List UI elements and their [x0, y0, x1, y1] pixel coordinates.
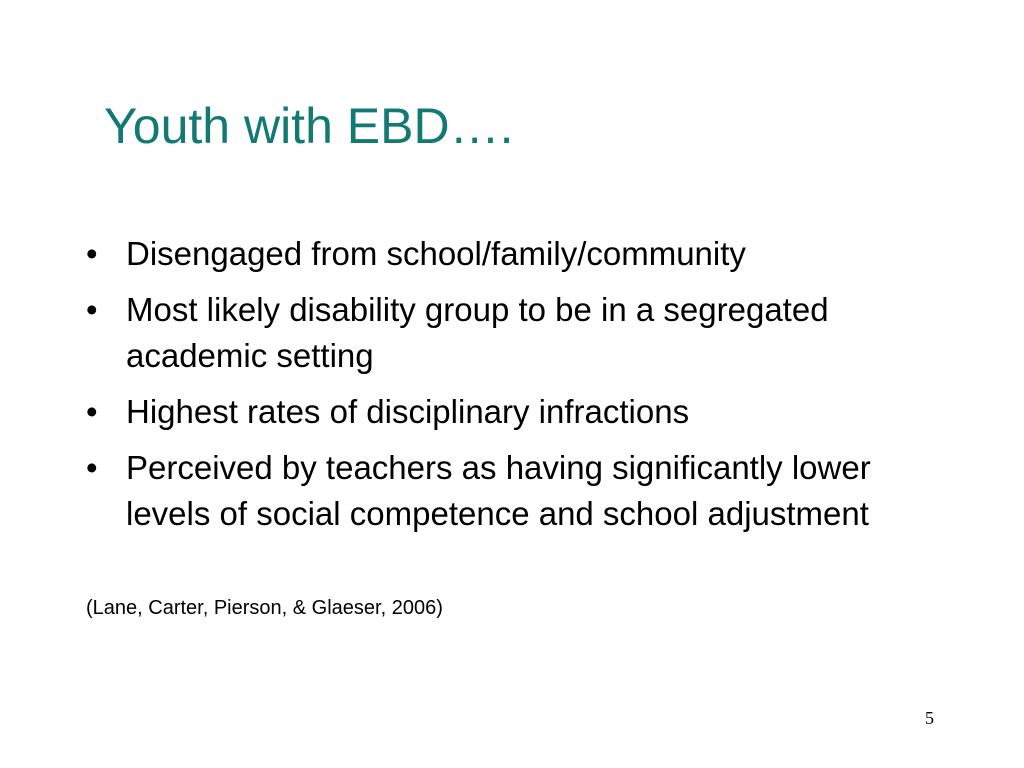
- bullet-text: Disengaged from school/family/community: [126, 235, 746, 272]
- bullet-icon: •: [86, 393, 98, 430]
- bullet-icon: •: [86, 235, 98, 272]
- bullet-item: [86, 231, 946, 277]
- bullet-item: [86, 389, 946, 435]
- bullet-icon: •: [86, 449, 98, 486]
- slide-title: Youth with EBD….: [104, 98, 514, 154]
- bullet-item: [86, 445, 946, 537]
- bullet-text: Most likely disability group to be in a segregated academic setting: [126, 291, 829, 374]
- bullet-list: [86, 231, 946, 547]
- bullet-item: [86, 287, 946, 379]
- bullet-text: Highest rates of disciplinary infractions: [126, 393, 690, 430]
- page-number: 5: [925, 708, 934, 728]
- bullet-text: Perceived by teachers as having significantly lower levels of social competence and school adjustment: [126, 449, 871, 532]
- citation: (Lane, Carter, Pierson, & Glaeser, 2006): [86, 597, 443, 619]
- bullet-icon: •: [86, 291, 98, 328]
